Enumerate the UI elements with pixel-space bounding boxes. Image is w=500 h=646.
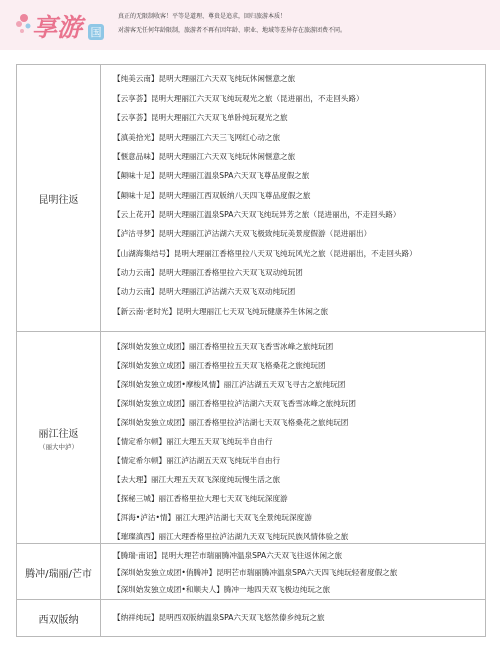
region-name: 昆明往返	[38, 194, 79, 206]
route-item[interactable]: 【动力云南】昆明大理丽江香格里拉六天双飞双动纯玩团	[113, 268, 303, 277]
region-cell	[17, 332, 101, 544]
route-item[interactable]: 【纯美云南】昆明大理丽江六天双飞纯玩休闲惬意之旅	[113, 74, 296, 83]
route-item[interactable]: 【云享荟】昆明大理丽江六天双飞纯玩观光之旅（昆进丽出，不走回头路）	[113, 94, 364, 103]
route-item[interactable]: 【深圳始发独立成团】丽江香格里拉五天双飞香雪冰峰之旅纯玩团	[113, 342, 334, 351]
itinerary-table	[16, 64, 486, 637]
route-item[interactable]: 【颠味十足】昆明大理丽江西双版纳八天四飞尊品度假之旅	[113, 191, 311, 200]
section-kunming	[17, 65, 485, 331]
slogan	[118, 10, 496, 38]
route-item[interactable]: 【深圳始发独立成团•摩梭风情】丽江泸沽湖五天双飞寻古之旅纯玩团	[113, 380, 346, 389]
region-cell	[17, 65, 101, 331]
page-header	[0, 0, 500, 50]
route-item[interactable]: 【去大理】丽江大理五天双飞深度纯玩慢生活之旅	[113, 475, 281, 484]
route-item[interactable]: 【纳祥纯玩】昆明西双版纳温泉SPA六天双飞悠然傣乡纯玩之旅	[113, 613, 325, 622]
route-item[interactable]: 【洱海•泸沽•情】丽江大理泸沽湖七天双飞全景纯玩深度游	[113, 513, 312, 522]
route-item[interactable]: 【动力云南】昆明大理丽江泸沽湖六天双飞双动纯玩团	[113, 287, 296, 296]
route-item[interactable]: 【深圳始发独立成团】丽江香格里拉五天双飞格桑花之旅纯玩团	[113, 361, 326, 370]
region-subtitle: （丽大中泸）	[39, 443, 78, 451]
route-item[interactable]: 【深圳始发独立成团】丽江香格里拉泸沽湖六天双飞香雪冰峰之旅纯玩团	[113, 399, 356, 408]
route-item[interactable]: 【惬意品味】昆明大理丽江六天双飞纯玩休闲惬意之旅	[113, 152, 296, 161]
region-cell	[17, 600, 101, 637]
route-item[interactable]: 【情定希尔顿】丽江泸沽湖五天双飞纯玩半自由行	[113, 456, 281, 465]
route-item[interactable]: 【璀璨滇西】丽江大理香格里拉泸沽湖九天双飞纯玩民族风情体验之旅	[113, 532, 349, 541]
route-item[interactable]: 【情定希尔顿】丽江大理五天双飞纯玩半自由行	[113, 437, 273, 446]
section-tengchong	[17, 543, 485, 600]
route-item[interactable]: 【新云南·老时光】昆明大理丽江七天双飞纯玩健康养生休闲之旅	[113, 307, 329, 316]
route-item[interactable]: 【深圳始发独立成团•和顺夫人】腾冲一地四天双飞极边纯玩之旅	[113, 585, 331, 594]
slogan-line-1: 真正的无限制收客！平等是道理、尊贵是追求，回归旅游本质！	[118, 13, 287, 20]
logo-text: 享游	[32, 13, 83, 42]
route-item[interactable]: 【颠味十足】昆明大理丽江温泉SPA六天双飞尊品度假之旅	[113, 171, 310, 180]
logo-badge-text: 国	[90, 26, 102, 39]
slogan-line-2: 对游客无任何年龄限制，旅游者不再有因年龄、职业、地域等差异存在旅游团费不同。	[118, 27, 347, 34]
xiangyou-logo	[14, 4, 110, 46]
region-name: 丽江往返	[38, 429, 79, 440]
route-item[interactable]: 【深圳始发独立成团•俏腾冲】昆明芒市瑞丽腾冲温泉SPA六天四飞纯玩轻奢度假之旅	[113, 568, 398, 577]
route-item[interactable]: 【探秘三城】丽江香格里拉大理七天双飞纯玩深度游	[113, 494, 288, 503]
flower-decoration	[16, 14, 31, 33]
region-cell	[17, 544, 101, 600]
section-lijiang	[17, 331, 485, 544]
route-item[interactable]: 【云上花开】昆明大理丽江温泉SPA六天双飞纯玩异芳之旅（昆进丽出，不走回头路）	[113, 210, 401, 219]
route-item[interactable]: 【泸沽寻梦】昆明大理丽江泸沽湖六天双飞极致纯玩美景度假游（昆进丽出）	[113, 229, 372, 238]
route-item[interactable]: 【滇美拾光】昆明大理丽江六天三飞网红心动之旅	[113, 133, 281, 142]
route-item[interactable]: 【云享荟】昆明大理丽江六天双飞单卧纯玩观光之旅	[113, 113, 288, 122]
route-item[interactable]: 【腾瑞·南诏】昆明大理芒市瑞丽腾冲温泉SPA六天双飞往返休闲之旅	[113, 551, 343, 560]
route-item[interactable]: 【深圳始发独立成团】丽江香格里拉泸沽湖七天双飞格桑花之旅纯玩团	[113, 418, 349, 427]
section-xishuangbanna	[17, 599, 485, 637]
region-name: 腾冲/瑞丽/芒市	[25, 568, 92, 580]
route-item[interactable]: 【山湖海集结号】昆明大理丽江香格里拉八天双飞纯玩风光之旅（昆进丽出，不走回头路）	[113, 249, 417, 258]
region-name: 西双版纳	[38, 615, 79, 626]
